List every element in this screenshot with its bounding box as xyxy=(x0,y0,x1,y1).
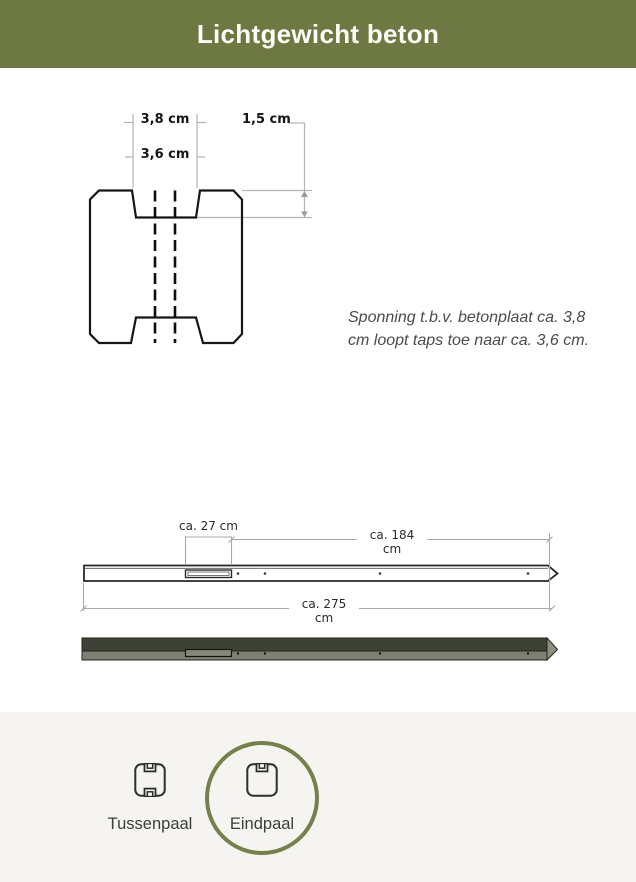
recess-slot-dark xyxy=(186,650,232,657)
spec-note-line1: Sponning t.b.v. betonplaat ca. 3,8 xyxy=(348,309,586,326)
cross-section-outline xyxy=(90,191,242,344)
post-side-face xyxy=(82,651,547,660)
variant-item-tussenpaal[interactable] xyxy=(104,763,196,834)
dim-label-bottom-width: 3,6 cm xyxy=(140,147,190,162)
dim-label-upper: ca. 184 cm xyxy=(357,528,427,556)
spec-note xyxy=(348,307,598,352)
post-tip xyxy=(547,638,558,660)
post-outline xyxy=(84,566,558,582)
header-bar xyxy=(0,0,636,68)
variants-section xyxy=(0,712,636,882)
tussenpaal-cross-section-icon xyxy=(134,763,166,797)
variant-item-eindpaal[interactable] xyxy=(216,763,308,834)
dim-label-total: ca. 275 cm xyxy=(289,597,359,625)
variant-label-eindpaal: Eindpaal xyxy=(229,815,295,833)
dim-label-recess: ca. 27 cm xyxy=(179,519,238,533)
variant-label-tussenpaal: Tussenpaal xyxy=(107,815,193,833)
post-top-face xyxy=(82,638,547,651)
arrow-down-icon xyxy=(301,212,308,218)
dimension-lines xyxy=(124,114,312,218)
eindpaal-cross-section-icon xyxy=(246,763,278,797)
arrow-up-icon xyxy=(301,191,308,197)
page-title: Lichtgewicht beton xyxy=(196,18,440,49)
cross-section-drawing xyxy=(78,106,322,354)
post-render-dark xyxy=(75,632,567,668)
dim-label-top-width: 3,8 cm xyxy=(140,112,190,127)
spec-note-line2: cm loopt taps toe naar ca. 3,6 cm. xyxy=(348,331,590,349)
center-dashed-lines xyxy=(155,191,175,344)
dim-label-depth: 1,5 cm xyxy=(242,112,291,127)
recess-slot xyxy=(186,570,232,578)
